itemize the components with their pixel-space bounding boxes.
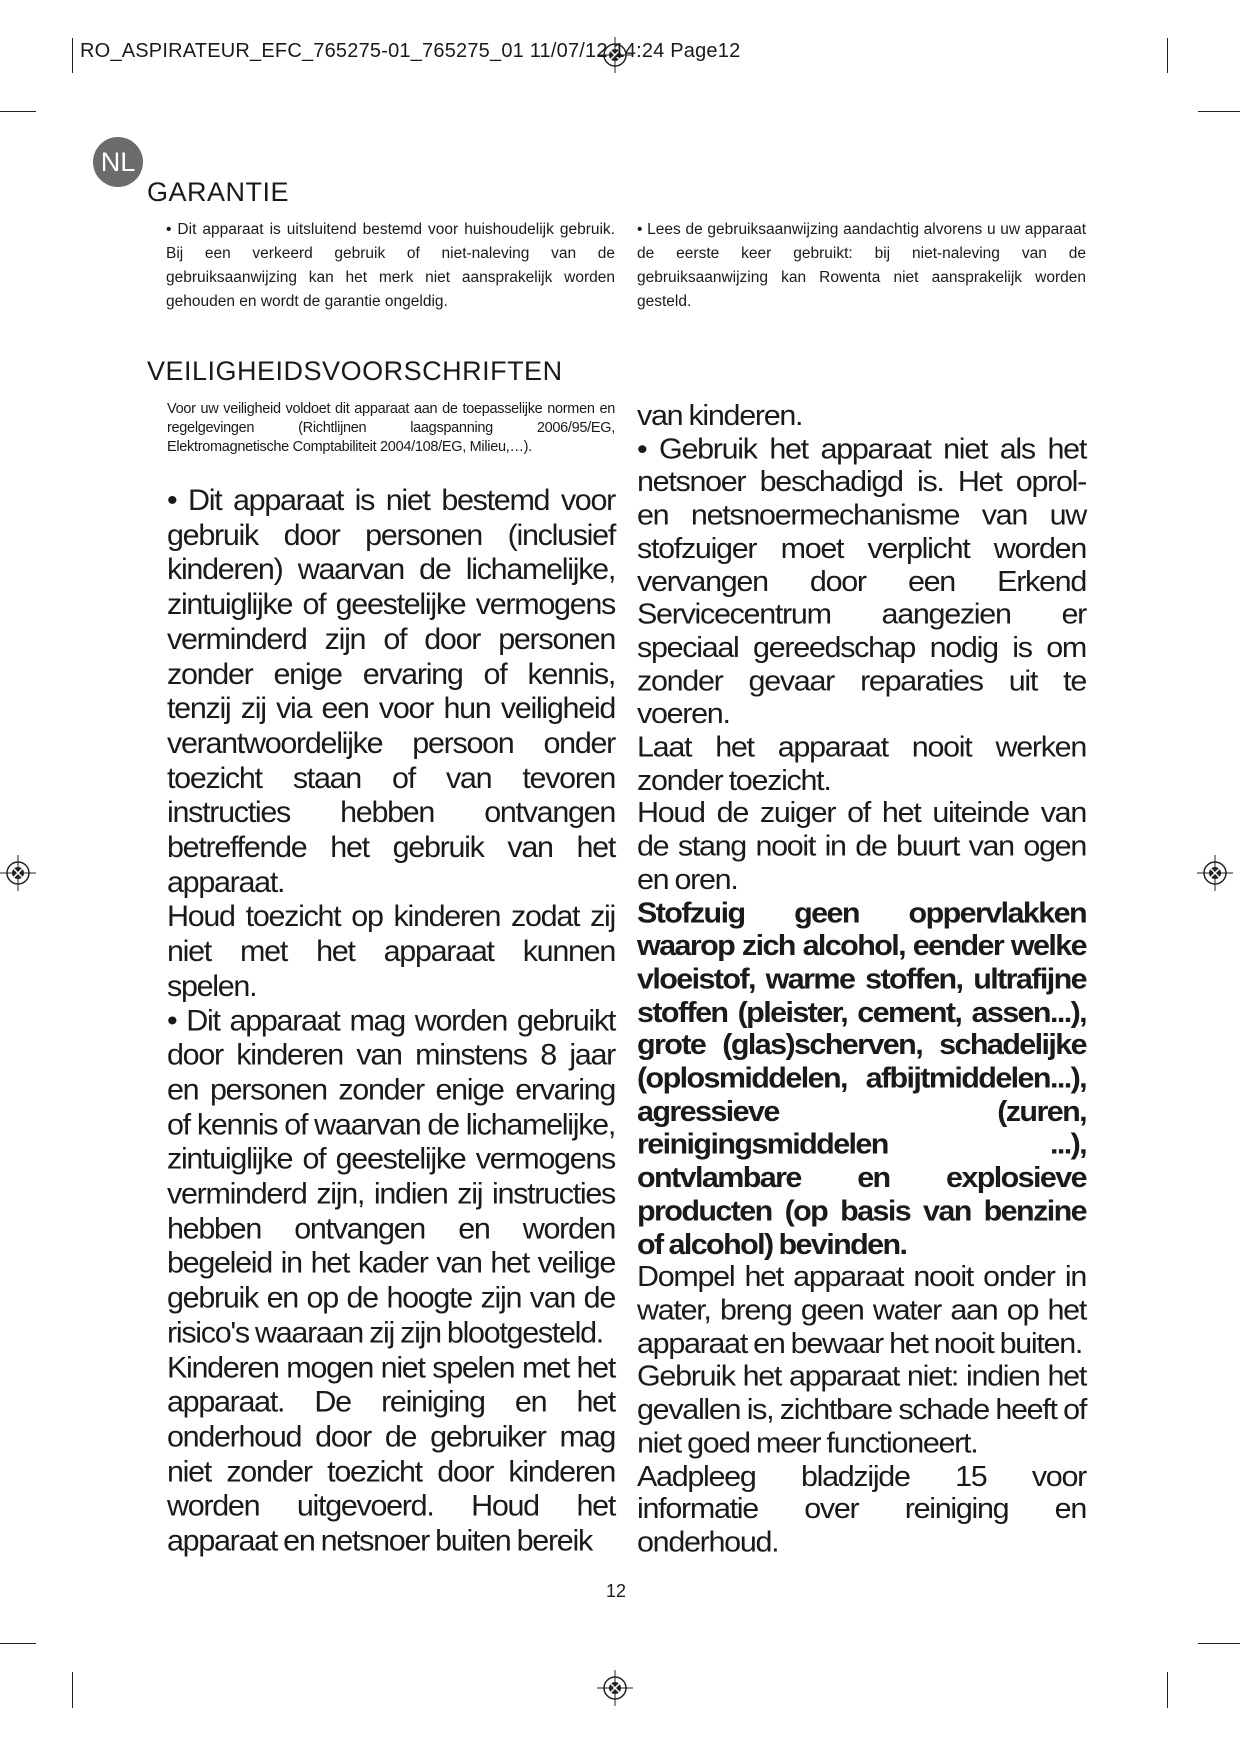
safety-paragraph: • Gebruik het apparaat niet als het netsnoer beschadigd is. Het oprol- en netsnoermechanisme van uw stofzuiger moet verplicht worden vervangen door een Erkend Servicecentrum aangezien er speciaal gereedschap nodig is om zonder gevaar reparaties uit te voeren. [637, 433, 1086, 730]
registration-mark-bottom [597, 1670, 633, 1706]
safety-paragraph: Aadpleeg bladzijde 15 voor informatie over reiniging en onderhoud. [637, 1460, 1086, 1559]
crop-mark [1167, 38, 1168, 73]
safety-paragraph: Laat het apparaat nooit werken zonder toezicht. [637, 731, 1086, 797]
safety-paragraph: Dompel het apparaat nooit onder in water, breng geen water aan op het apparaat en bewaar het nooit buiten. [637, 1261, 1086, 1360]
safety-paragraph: Gebruik het apparaat niet: indien het gevallen is, zichtbare schade heeft of niet goed meer functioneert. [637, 1360, 1086, 1459]
registration-mark-left [0, 855, 36, 891]
crop-mark [1198, 1643, 1240, 1644]
safety-paragraph: • Dit apparaat is niet bestemd voor gebruik door personen (inclusief kinderen) waarvan de lichamelijke, zintuiglijke of geestelijke vermogens verminderd zijn of door personen zonder enige ervaring of kennis, tenzij zij via een voor hun veiligheid verantwoordelijke persoon onder toezicht staan of van tevoren instructies hebben ontvangen betreffende het gebruik van het apparaat. [167, 484, 615, 899]
safety-paragraph: • Dit apparaat mag worden gebruikt door kinderen van minstens 8 jaar en personen zonder enige ervaring of kennis of waarvan de lichamelijke, zintuiglijke of geestelijke vermogens verminderd zijn, indien zij instructies hebben ontvangen en worden begeleid in het kader van het veilige gebruik en op de hoogte zijn van de risico's waaraan zij zijn blootgesteld. [167, 1004, 615, 1350]
safety-paragraph: van kinderen. [637, 400, 803, 432]
crop-mark [0, 111, 36, 112]
safety-paragraph: Houd de zuiger of het uiteinde van de stang nooit in de buurt van ogen en oren. [637, 797, 1086, 896]
page-number: 12 [606, 1581, 627, 1601]
crop-mark [1167, 1672, 1168, 1708]
print-slug: RO_ASPIRATEUR_EFC_765275-01_765275_01 11/07/12 14:24 Page12 [80, 40, 741, 62]
safety-warning-bold: Stofzuig geen oppervlakken waarop zich alcohol, eender welke vloeistof, warme stoffen, ultrafijne stoffen (pleister, cement, assen...), grote (glas)scherven, schadelijke (oplosmiddelen, afbijtmiddelen...), agressieve (zuren, reinigingsmiddelen ...), ontvlambare en explosieve producten (op basis van benzine of alcohol) bevinden. [637, 896, 1086, 1260]
crop-mark [0, 1643, 36, 1644]
garantie-text-right: • Lees de gebruiksaanwijzing aandachtig alvorens u uw apparaat de eerste keer gebruikt: bij niet-naleving van de gebruiksaanwijzing kan Rowenta niet aansprakelijk worden gesteld. [637, 221, 1086, 310]
crop-mark [1198, 111, 1240, 112]
safety-title: VEILIGHEIDSVOORSCHRIFTEN [147, 356, 563, 386]
crop-mark [72, 38, 73, 73]
garantie-text-left: • Dit apparaat is uitsluitend bestemd voor huishoudelijk gebruik. Bij een verkeerd gebruik of niet-naleving van de gebruiksaanwijzing kan het merk niet aansprakelijk worden gehouden en wordt de garantie ongeldig. [166, 221, 615, 310]
safety-left-column [167, 484, 615, 1559]
norms-text: Voor uw veiligheid voldoet dit apparaat aan de toepasselijke normen en regelgevingen (Richtlijnen laagspanning 2006/95/EG, Elektromagnetische Comptabiliteit 2004/108/EG, Milieu,…). [167, 401, 615, 455]
safety-right-column [637, 400, 1086, 1560]
crop-mark [72, 1672, 73, 1708]
safety-paragraph: Kinderen mogen niet spelen met het apparaat. De reiniging en het onderhoud door de gebruiker mag niet zonder toezicht door kinderen worden uitgevoerd. Houd het apparaat en netsnoer buiten bereik [167, 1350, 615, 1558]
garantie-title: GARANTIE [147, 177, 290, 207]
registration-mark-right [1197, 855, 1233, 891]
safety-paragraph: Houd toezicht op kinderen zodat zij niet met het apparaat kunnen spelen. [167, 900, 615, 1003]
language-badge: NL [93, 137, 143, 187]
